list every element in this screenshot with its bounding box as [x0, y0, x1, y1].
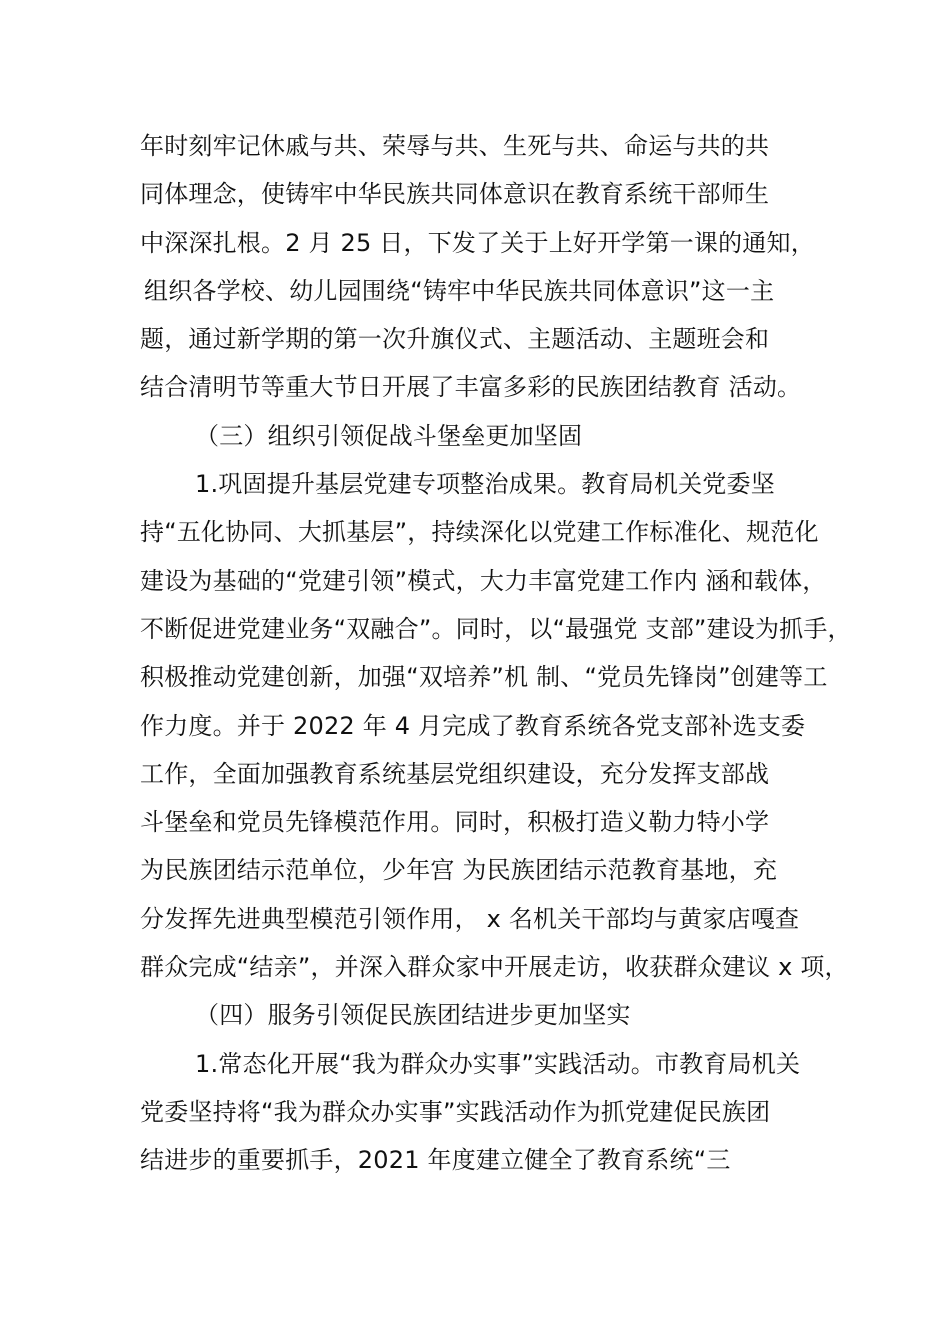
text-line: 不断促进党建业务“双融合”。同时，以“最强党 支部”建设为抓手， — [140, 614, 852, 643]
text-line: 结进步的重要抓手，2021 年度建立健全了教育系统“三 — [140, 1146, 731, 1175]
text-line: 斗堡垒和党员先锋模范作用。同时，积极打造义勒力特小学 — [140, 808, 770, 837]
text-line: 中深深扎根。2 月 25 日，下发了关于上好开学第一课的通知， — [140, 228, 815, 257]
text-line: 持“五化协同、大抓基层”，持续深化以党建工作标准化、规范化 — [140, 518, 819, 547]
text-line: 同体理念，使铸牢中华民族共同体意识在教育系统干部师生 — [140, 180, 770, 209]
text-line: 建设为基础的“党建引领”模式，大力丰富党建工作内 涵和载体， — [140, 566, 827, 595]
text-line: 分发挥先进典型模范引领作用， x 名机关干部均与黄家店嘎查 — [140, 904, 800, 933]
paragraph-first-line: 1.常态化开展“我为群众办实事”实践活动。市教育局机关 — [195, 1049, 801, 1078]
text-line: 工作，全面加强教育系统基层党组织建设，充分发挥支部战 — [140, 759, 770, 788]
section-heading: （四）服务引领促民族团结进步更加坚实 — [195, 1001, 631, 1030]
body-text — [140, 122, 860, 1185]
text-line: 年时刻牢记休戚与共、荣辱与共、生死与共、命运与共的共 — [140, 132, 770, 160]
text-line: 积极推动党建创新，加强“双培养”机 制、“党员先锋岗”创建等工 — [140, 663, 828, 692]
text-line: 为民族团结示范单位，少年宫 为民族团结示范教育基地，充 — [140, 856, 778, 885]
section-heading: （三）组织引领促战斗堡垒更加坚固 — [195, 421, 583, 450]
paragraph-first-line: 1.巩固提升基层党建专项整治成果。教育局机关党委坚 — [195, 470, 775, 499]
text-line: 作力度。并于 2022 年 4 月完成了教育系统各党支部补选支委 — [140, 711, 806, 740]
text-line: 结合清明节等重大节日开展了丰富多彩的民族团结教育 活动。 — [140, 373, 802, 402]
text-line: 群众完成“结亲”，并深入群众家中开展走访，收获群众建议 x 项， — [140, 953, 849, 982]
text-line: 组织各学校、幼儿园围绕“铸牢中华民族共同体意识”这一主 — [144, 276, 775, 305]
text-line: 党委坚持将“我为群众办实事”实践活动作为抓党建促民族团 — [140, 1097, 771, 1126]
text-line: 题，通过新学期的第一次升旗仪式、主题活动、主题班会和 — [140, 325, 770, 354]
